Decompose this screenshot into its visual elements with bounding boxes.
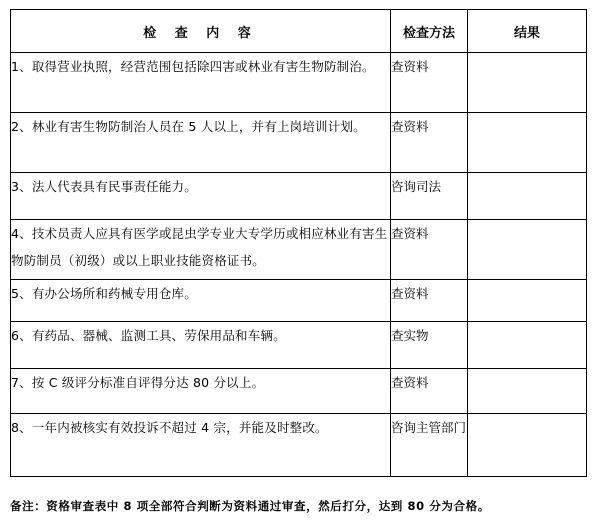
row-result — [468, 414, 587, 477]
table-row — [11, 53, 587, 113]
row-content: 3、法人代表具有民事责任能力。 — [11, 173, 391, 220]
table-row — [11, 369, 587, 414]
row-method: 查资料 — [391, 113, 468, 173]
table-row — [11, 280, 587, 322]
table-row — [11, 173, 587, 220]
table-row — [11, 113, 587, 173]
header-content: 检 查 内 容 — [11, 10, 391, 53]
row-result — [468, 113, 587, 173]
table-header-row — [11, 10, 587, 53]
row-method: 咨询主管部门 — [391, 414, 468, 477]
footnote: 备注：资格审查表中 8 项全部符合判断为资料通过审查，然后打分，达到 80 分为合格。 — [10, 499, 490, 513]
row-method: 咨询司法 — [391, 173, 468, 220]
table-row — [11, 322, 587, 369]
row-result — [468, 220, 587, 280]
header-method: 检查方法 — [391, 10, 468, 53]
row-content: 1、取得营业执照，经营范围包括除四害或林业有害生物防制治。 — [11, 53, 391, 113]
row-result — [468, 173, 587, 220]
row-result — [468, 322, 587, 369]
row-content: 8、一年内被核实有效投诉不超过 4 宗，并能及时整改。 — [11, 414, 391, 477]
table-row — [11, 220, 587, 280]
row-content: 4、技术员责人应具有医学或昆虫学专业大专学历或相应林业有害生物防制员（初级）或以上职业技能资格证书。 — [11, 220, 391, 280]
row-content: 5、有办公场所和药械专用仓库。 — [11, 280, 391, 322]
row-content: 7、按 C 级评分标准自评得分达 80 分以上。 — [11, 369, 391, 414]
row-method: 查资料 — [391, 369, 468, 414]
row-result — [468, 280, 587, 322]
row-method: 查资料 — [391, 220, 468, 280]
row-result — [468, 369, 587, 414]
table-row — [11, 414, 587, 477]
row-content: 6、有药品、器械、监测工具、劳保用品和车辆。 — [11, 322, 391, 369]
row-result — [468, 53, 587, 113]
row-method: 查实物 — [391, 322, 468, 369]
row-content: 2、林业有害生物防制治人员在 5 人以上，并有上岗培训计划。 — [11, 113, 391, 173]
row-method: 查资料 — [391, 280, 468, 322]
qualification-check-table — [10, 9, 587, 477]
row-method: 查资料 — [391, 53, 468, 113]
header-result: 结果 — [468, 10, 587, 53]
